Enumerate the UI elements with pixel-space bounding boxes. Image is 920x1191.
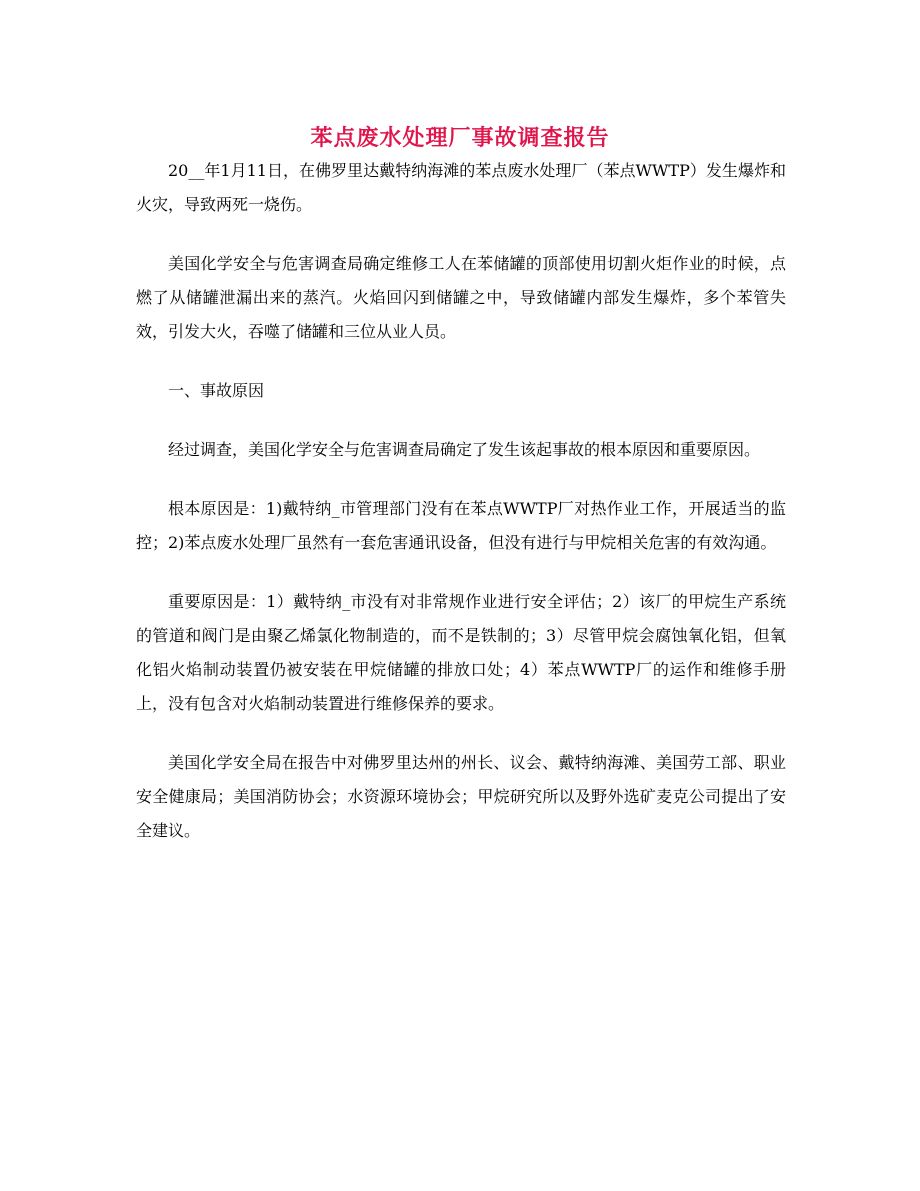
document-body <box>136 154 786 873</box>
paragraph-contributing-causes: 重要原因是：1）戴特纳_市没有对非常规作业进行安全评估；2）该厂的甲烷生产系统的管道和阀门是由聚乙烯氯化物制造的，而不是铁制的；3）尽管甲烷会腐蚀氧化铝，但氧化铝火焰制动装置仍被安装在甲烷储罐的排放口处；4）苯点WWTP厂的运作和维修手册上，没有包含对火焰制动装置进行维修保养的要求。 <box>136 592 786 713</box>
document-title: 苯点废水处理厂事故调查报告 <box>310 125 610 151</box>
paragraph-recommendations: 美国化学安全局在报告中对佛罗里达州的州长、议会、戴特纳海滩、美国劳工部、职业安全健康局；美国消防协会；水资源环境协会；甲烷研究所以及野外选矿麦克公司提出了安全建议。 <box>136 753 786 840</box>
paragraph-incident-description: 美国化学安全与危害调查局确定维修工人在苯储罐的顶部使用切割火炬作业的时候，点燃了从储罐泄漏出来的蒸汽。火焰回闪到储罐之中，导致储罐内部发生爆炸，多个苯管失效，引发大火，吞噬了储罐和三位从业人员。 <box>136 254 786 341</box>
paragraph-investigation-intro: 经过调查，美国化学安全与危害调查局确定了发生该起事故的根本原因和重要原因。 <box>168 440 761 459</box>
section-heading-causes: 一、事故原因 <box>168 381 265 400</box>
paragraph-root-causes: 根本原因是：1)戴特纳_市管理部门没有在苯点WWTP厂对热作业工作，开展适当的监控；2)苯点废水处理厂虽然有一套危害通讯设备，但没有进行与甲烷相关危害的有效沟通。 <box>136 499 786 552</box>
paragraph-incident-summary: 20__年1月11日，在佛罗里达戴特纳海滩的苯点废水处理厂（苯点WWTP）发生爆炸和火灾，导致两死一烧伤。 <box>136 161 786 214</box>
